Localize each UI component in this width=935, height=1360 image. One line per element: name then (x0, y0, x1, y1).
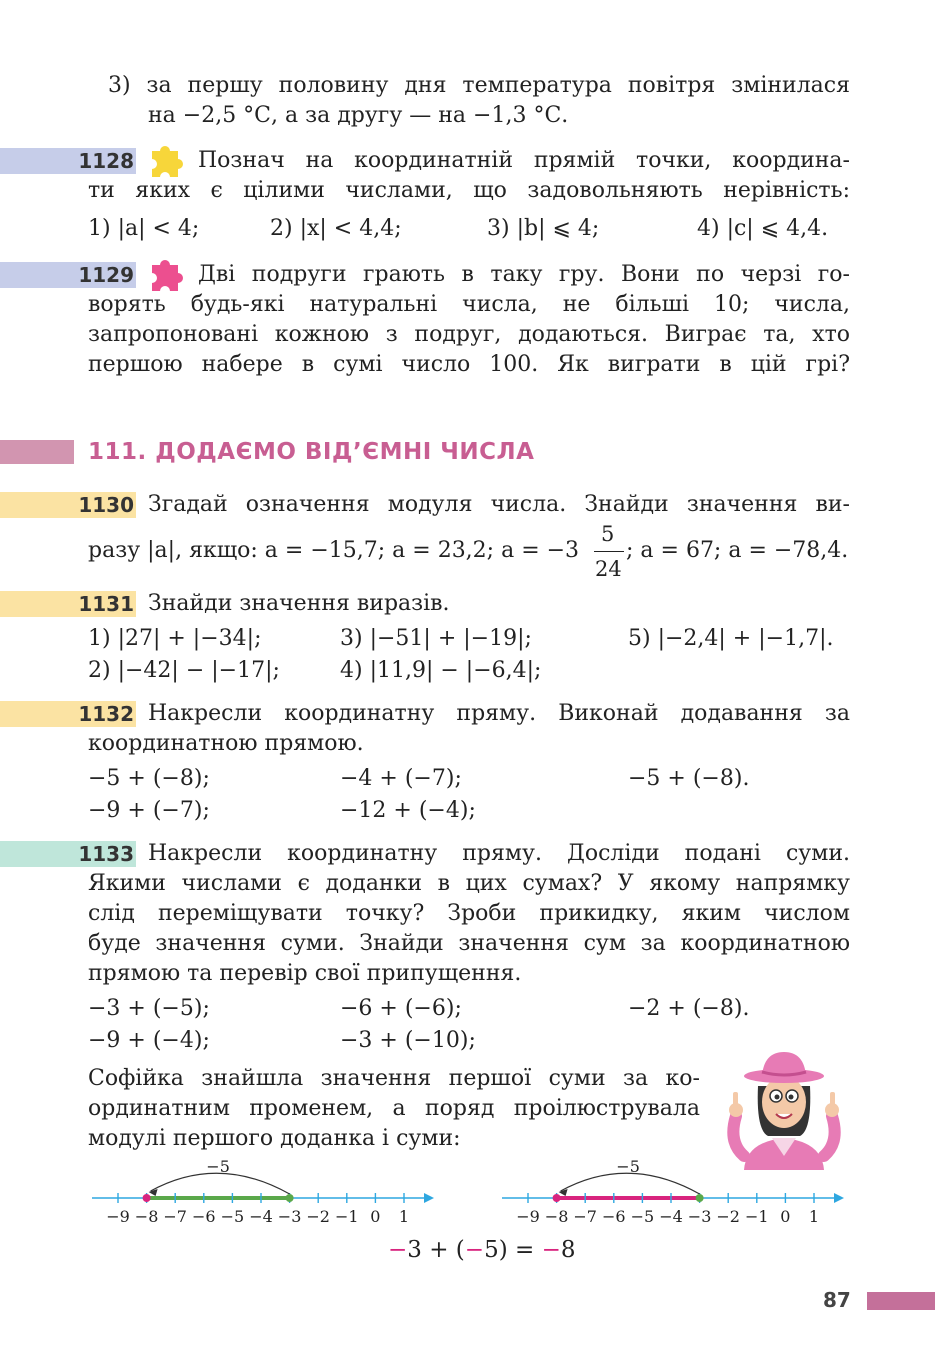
exercise-1129-line-2: ворять будь-які натуральні числа, не більші 10; числа, (88, 292, 850, 317)
exercise-1128-tag (0, 148, 136, 174)
exercise-1133-tag (0, 841, 136, 867)
tick-label: 0 (780, 1207, 791, 1226)
point-end (143, 1194, 151, 1202)
result-part: 5) = (484, 1237, 542, 1263)
axis-arrow-icon (424, 1193, 434, 1203)
tick-label: −4 (249, 1207, 273, 1226)
exercise-1129-line-4: першою набере в сумі число 100. Як виграти в цій грі? (88, 352, 850, 377)
tick-label: −2 (306, 1207, 330, 1226)
exercise-1130-line-2b: ; a = 67; a = −78,4. (626, 538, 849, 563)
exercise-1129-tag (0, 262, 136, 288)
result-part: 3 + ( (407, 1237, 465, 1263)
intro-line-2: на −2,5 °С, а за другу — на −1,3 °С. (148, 103, 569, 128)
exercise-1130-line-1: Згадай означення модуля числа. Знайди значення ви- (148, 492, 850, 517)
exercise-1128-line-1: Познач на координатній прямій точки, координа- (198, 148, 850, 173)
fraction-numerator: 5 (601, 522, 615, 546)
exercise-1132-tag (0, 701, 136, 727)
tick-label: −4 (659, 1207, 683, 1226)
exercise-1130-tag (0, 492, 136, 518)
point-start (696, 1194, 704, 1202)
intro-line-1: 3) за першу половину дня температура повітря змінилася (108, 73, 850, 98)
exercise-1133-item: −6 + (−6); (340, 996, 462, 1021)
exercise-1129-line-1: Дві подруги грають в таку гру. Вони по черзі го- (198, 262, 850, 287)
tick-label: −3 (687, 1207, 712, 1226)
tick-label: −9 (106, 1207, 130, 1226)
tick-label: −6 (602, 1207, 626, 1226)
arc-curve (561, 1173, 700, 1194)
tick-label: −7 (573, 1207, 597, 1226)
exercise-1133-line-1: Накресли координатну пряму. Досліди подані суми. (148, 841, 850, 866)
exercise-1132-item: −5 + (−8); (88, 766, 210, 791)
number-line-right (500, 1150, 850, 1232)
tick-label: −1 (745, 1207, 769, 1226)
exercise-1129-number: 1129 (78, 263, 134, 287)
tick-label: −1 (335, 1207, 359, 1226)
exercise-1132-item: −9 + (−7); (88, 798, 210, 823)
fraction-denominator: 24 (595, 557, 622, 581)
result-minus: − (388, 1237, 408, 1263)
exercise-1128-item: 3) |b| ⩽ 4; (487, 216, 600, 241)
tick-label: −3 (277, 1207, 302, 1226)
tick-label: −7 (163, 1207, 187, 1226)
exercise-1133-item: −2 + (−8). (628, 996, 750, 1021)
exercise-1132-item: −12 + (−4); (340, 798, 476, 823)
exercise-1133-item: −3 + (−10); (340, 1028, 476, 1053)
point-end (553, 1194, 561, 1202)
tick-label: −5 (220, 1207, 245, 1226)
exercise-1133-number: 1133 (78, 842, 134, 866)
page-number: 87 (823, 1288, 851, 1312)
exercise-1131-tag (0, 591, 136, 617)
exercise-1131-item: 1) |27| + |−34|; (88, 626, 262, 651)
exercise-1130-number: 1130 (78, 493, 134, 517)
number-line-left (90, 1150, 440, 1232)
page-number-bar (867, 1292, 935, 1310)
tick-label: 1 (808, 1207, 820, 1226)
yellow-puzzle-icon (146, 141, 188, 179)
sofia-line-1: Софійка знайшла значення першої суми за ко- (88, 1066, 700, 1091)
pink-puzzle-icon (146, 255, 188, 293)
exercise-1133-line-4: буде значення суми. Знайди значення сум за координатною (88, 931, 850, 956)
exercise-1131-item: 3) |−51| + |−19|; (340, 626, 532, 651)
section-bar (0, 440, 74, 464)
tick-label: 0 (370, 1207, 381, 1226)
exercise-1131-line-1: Знайди значення виразів. (148, 591, 450, 616)
axis-arrow-icon (834, 1193, 844, 1203)
exercise-1128-item: 2) |x| < 4,4; (270, 216, 402, 241)
point-start (286, 1194, 294, 1202)
result-minus: − (464, 1237, 485, 1263)
result-minus: − (541, 1237, 561, 1263)
exercise-1131-number: 1131 (78, 592, 134, 616)
exercise-1133-line-5: прямою та перевір свої припущення. (88, 961, 522, 986)
arc-curve (151, 1173, 290, 1194)
fraction-bar (594, 551, 624, 552)
arc-label: −5 (206, 1157, 230, 1176)
exercise-1129-line-3: запропоновані кожною з подруг, додаються. Виграє та, хто (88, 322, 850, 347)
arc-label: −5 (616, 1157, 640, 1176)
exercise-1132-number: 1132 (78, 702, 134, 726)
exercise-1132-item: −5 + (−8). (628, 766, 750, 791)
tick-label: −5 (630, 1207, 655, 1226)
exercise-1133-line-2: Якими числами є доданки в цих сумах? У якому напрямку (88, 871, 850, 896)
exercise-1133-item: −3 + (−5); (88, 996, 210, 1021)
tick-label: −8 (544, 1207, 569, 1226)
exercise-1128-item: 1) |a| < 4; (88, 216, 200, 241)
exercise-1132-item: −4 + (−7); (340, 766, 462, 791)
tick-label: −6 (192, 1207, 216, 1226)
exercise-1130-line-2a: разу |a|, якщо: a = −15,7; a = 23,2; a = −3 (88, 538, 580, 563)
exercise-1131-item: 4) |11,9| − |−6,4|; (340, 658, 542, 683)
sofia-line-2: ординатним променем, а поряд проілюструвала (88, 1096, 700, 1121)
tick-label: 1 (398, 1207, 410, 1226)
tick-label: −9 (516, 1207, 540, 1226)
exercise-1132-line-1: Накресли координатну пряму. Виконай додавання за (148, 701, 850, 726)
result-equation (388, 1237, 575, 1263)
exercise-1133-line-3: слід переміщувати точку? Зроби прикидку, яким числом (88, 901, 850, 926)
sofia-line-3: модулі першого доданка і суми: (88, 1126, 461, 1151)
exercise-1132-line-2: координатною прямою. (88, 731, 364, 756)
exercise-1128-item: 4) |c| ⩽ 4,4. (697, 216, 829, 241)
exercise-1128-number: 1128 (78, 149, 134, 173)
exercise-1131-item: 2) |−42| − |−17|; (88, 658, 280, 683)
result-part: 8 (560, 1237, 576, 1263)
exercise-1133-item: −9 + (−4); (88, 1028, 210, 1053)
tick-label: −2 (716, 1207, 740, 1226)
section-title: 111. ДОДАЄМО ВІД’ЄМНІ ЧИСЛА (88, 439, 535, 465)
exercise-1131-item: 5) |−2,4| + |−1,7|. (628, 626, 834, 651)
exercise-1128-line-2: ти яких є цілими числами, що задовольняють нерівність: (88, 178, 850, 203)
tick-label: −8 (134, 1207, 159, 1226)
